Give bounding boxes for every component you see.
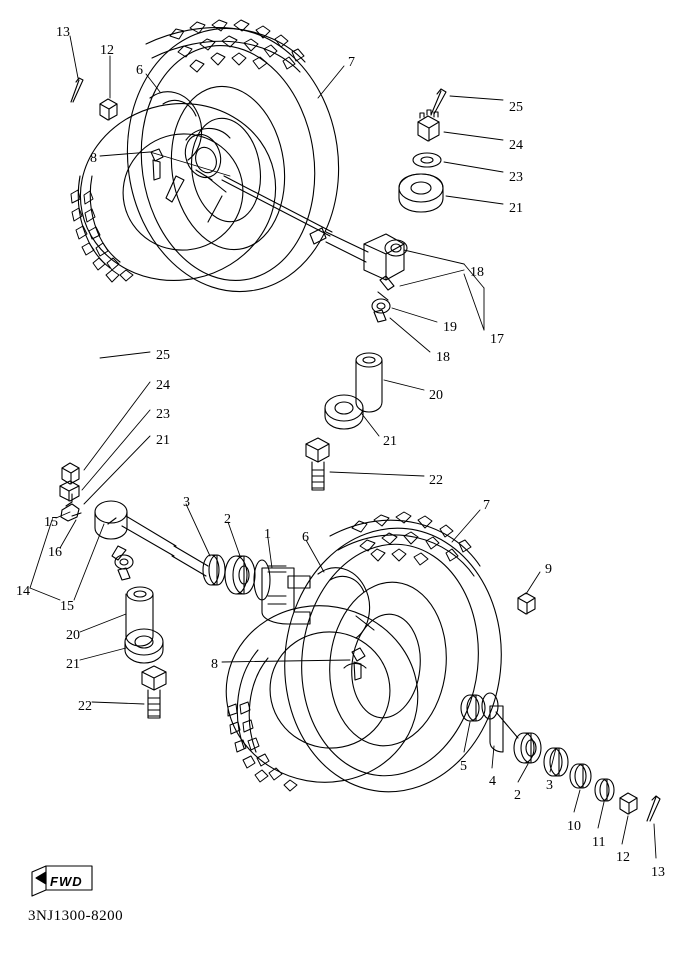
callout-15-top: 15: [44, 515, 58, 530]
part-number-label: 3NJ1300-8200: [28, 908, 124, 924]
callout-13-bottom: 13: [651, 865, 665, 880]
callout-8-top: 8: [90, 151, 97, 166]
callout-25-bottom: 25: [156, 348, 170, 363]
callout-24-bottom: 24: [156, 378, 170, 393]
callout-21-top: 21: [509, 201, 523, 216]
callout-6-bottom: 6: [302, 530, 309, 545]
callout-18-upper: 18: [470, 265, 484, 280]
callout-21-bottomleft: 21: [66, 657, 80, 672]
callout-5: 5: [460, 759, 467, 774]
callout-13-top: 13: [56, 25, 70, 40]
callout-25-top: 25: [509, 100, 523, 115]
callout-19: 19: [443, 320, 457, 335]
callout-22-bottom: 22: [78, 699, 92, 714]
fwd-orientation-label: FWD: [50, 874, 83, 889]
callout-8-bottom: 8: [211, 657, 218, 672]
callout-15-bottom: 15: [60, 599, 74, 614]
callout-21-mid: 21: [383, 434, 397, 449]
callout-17: 17: [490, 332, 504, 347]
callout-24-top: 24: [509, 138, 523, 153]
callout-22-top: 22: [429, 473, 443, 488]
callout-14: 14: [16, 584, 30, 599]
callout-2: 2: [224, 512, 231, 527]
callout-12-bottom: 12: [616, 850, 630, 865]
callout-23-bottom: 23: [156, 407, 170, 422]
callout-10: 10: [567, 819, 581, 834]
callout-3-bottom: 3: [546, 778, 553, 793]
callout-4: 4: [489, 774, 496, 789]
callout-18-lower: 18: [436, 350, 450, 365]
callout-9: 9: [545, 562, 552, 577]
callout-20-bottom: 20: [66, 628, 80, 643]
callout-7-bottom: 7: [483, 498, 490, 513]
callout-21-left: 21: [156, 433, 170, 448]
callout-12-top: 12: [100, 43, 114, 58]
callout-16: 16: [48, 545, 62, 560]
callout-20-top: 20: [429, 388, 443, 403]
callout-23-top: 23: [509, 170, 523, 185]
callout-11: 11: [592, 835, 606, 850]
callout-7-top: 7: [348, 55, 355, 70]
callout-6-top: 6: [136, 63, 143, 78]
callout-3: 3: [183, 495, 190, 510]
callout-2-bottom: 2: [514, 788, 521, 803]
callout-1: 1: [264, 527, 271, 542]
